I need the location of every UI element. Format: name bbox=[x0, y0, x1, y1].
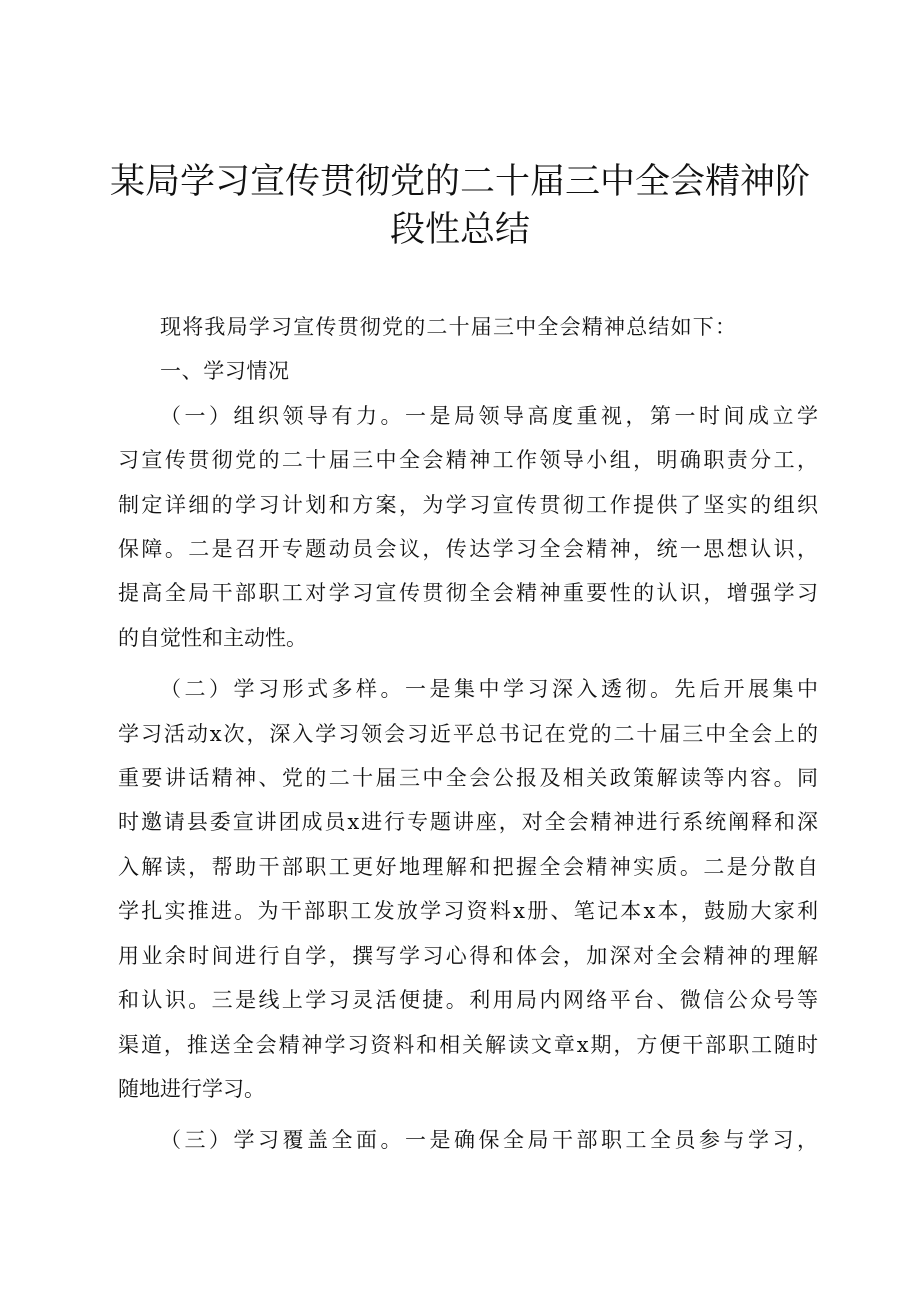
text-line: 渠道，推送全会精神学习资料和相关解读文章x期，方便干部职工随时 bbox=[118, 1032, 818, 1057]
title-line-2: 段性总结 bbox=[389, 210, 530, 250]
text-line: 的自觉性和主动性。 bbox=[118, 625, 307, 650]
text-line: 保障。二是召开专题动员会议，传达学习全会精神，统一思想认识， bbox=[118, 537, 818, 562]
text-line: 用业余时间进行自学，撰写学习心得和体会，加深对全会精神的理解 bbox=[118, 943, 818, 968]
title-line-1: 某局学习宣传贯彻党的二十届三中全会精神阶 bbox=[110, 162, 811, 202]
paragraph-learning-forms bbox=[118, 667, 818, 1111]
paragraph-spacer bbox=[118, 1111, 818, 1118]
text-line: （一）组织领导有力。一是局领导高度重视，第一时间成立学 bbox=[160, 403, 818, 428]
paragraph-organization-leadership bbox=[118, 394, 818, 660]
text-line: 学习活动x次，深入学习领会习近平总书记在党的二十届三中全会上的 bbox=[118, 721, 818, 746]
text-line: 时邀请县委宣讲团成员x进行专题讲座，对全会精神进行系统阐释和深 bbox=[118, 810, 818, 835]
text-line: 学扎实推进。为干部职工发放学习资料x册、笔记本x本，鼓励大家利 bbox=[118, 899, 818, 924]
paragraph-spacer bbox=[118, 660, 818, 667]
text-line: 制定详细的学习计划和方案，为学习宣传贯彻工作提供了坚实的组织 bbox=[118, 492, 818, 517]
text-line: 随地进行学习。 bbox=[118, 1076, 265, 1101]
document-title bbox=[110, 158, 810, 254]
section-heading-study-situation: 一、学习情况 bbox=[160, 359, 290, 384]
text-line: 习宣传贯彻党的二十届三中全会精神工作领导小组，明确职责分工， bbox=[118, 448, 818, 473]
text-line: 和认识。三是线上学习灵活便捷。利用局内网络平台、微信公众号等 bbox=[118, 988, 818, 1013]
document-body bbox=[118, 305, 818, 1163]
paragraph-learning-coverage bbox=[118, 1118, 818, 1162]
text-line: （二）学习形式多样。一是集中学习深入透彻。先后开展集中 bbox=[160, 677, 818, 702]
text-line: （三）学习覆盖全面。一是确保全局干部职工全员参与学习， bbox=[160, 1128, 818, 1153]
intro-paragraph: 现将我局学习宣传贯彻党的二十届三中全会精神总结如下： bbox=[160, 315, 738, 339]
text-line: 入解读，帮助干部职工更好地理解和把握全会精神实质。二是分散自 bbox=[118, 854, 818, 879]
text-line: 提高全局干部职工对学习宣传贯彻全会精神重要性的认识，增强学习 bbox=[118, 581, 818, 606]
text-line: 重要讲话精神、党的二十届三中全会公报及相关政策解读等内容。同 bbox=[118, 766, 818, 791]
